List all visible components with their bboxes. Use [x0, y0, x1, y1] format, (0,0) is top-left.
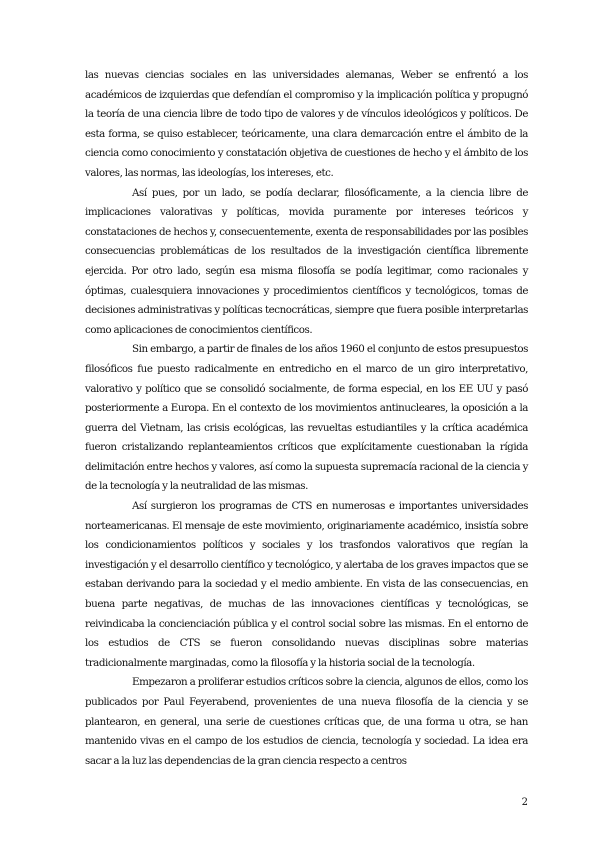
paragraph-giro-1960: Sin embargo, a partir de finales de los años 1960 el conjunto de estos presupuestos filosóficos fue puesto radicalmente en entredicho en el marco de un giro interpretativo, valorativo y político que se consolidó socialmente, de forma especial, en los EE UU y pasó posteriormente a Europa. En el contexto de los movimientos antinucleares, la oposición a la guerra del Vietnam, las crisis ecológicas, las revueltas estudiantiles y la crítica académica fueron cristalizando replanteamientos críticos que explícitamente cuestionaban la rígida delimitación entre hechos y valores, así como la supuesta supremacía racional de la ciencia y de la tecnología y la neutralidad de las mismas.	[85, 343, 528, 493]
paragraph-estudios-criticos: Empezaron a proliferar estudios críticos sobre la ciencia, algunos de ellos, como los publicados por Paul Feyerabend, provenientes de una nueva filosofía de la ciencia y se plantearon, en general, una serie de cuestiones críticas que, de una forma u otra, se han mantenido vivas en el campo de los estudios de ciencia, tecnología y sociedad. La idea era sacar a la luz las dependencias de la gran ciencia respecto a centros	[85, 676, 528, 767]
page-number: 2	[521, 797, 528, 808]
paragraph-programas-cts: Así surgieron los programas de CTS en numerosas e importantes universidades norteamericanas. El mensaje de este movimiento, originariamente académico, insistía sobre los condicionamientos políticos y sociales y los trasfondos valorativos que regían la investigación y el desarrollo científico y tecnológico, y alertaba de los graves impactos que se estaban derivando para la sociedad y el medio ambiente. En vista de las consecuencias, en buena parte negativas, de muchas de las innovaciones científicas y tecnológicas, se reivindicaba la concienciación pública y el control social sobre las mismas. En el entorno de los estudios de CTS se fueron consolidando nuevas disciplinas sobre materias tradicionalmente marginadas, como la filosofía y la historia social de la tecnología.	[85, 500, 528, 669]
paragraph-continuation: las nuevas ciencias sociales en las universidades alemanas, Weber se enfrentó a los académicos de izquierdas que defendían el compromiso y la implicación política y propugnó la teoría de una ciencia libre de todo tipo de valores y de vínculos ideológicos y políticos. De esta forma, se quiso establecer, teóricamente, una clara demarcación entre el ámbito de la ciencia como conocimiento y constatación objetiva de cuestiones de hecho y el ámbito de los valores, las normas, las ideologías, los intereses, etc.	[85, 69, 528, 179]
paragraph-ciencia-libre: Así pues, por un lado, se podía declarar, filosóficamente, a la ciencia libre de implicaciones valorativas y políticas, movida puramente por intereses teóricos y constataciones de hechos y, consecuentemente, exenta de responsabilidades por las posibles consecuencias problemáticas de los resultados de la investigación científica libremente ejercida. Por otro lado, según esa misma filosofía se podía legitimar, como racionales y óptimas, cualesquiera innovaciones y procedimientos científicos y tecnológicos, tomas de decisiones administrativas y políticas tecnocráticas, siempre que fuera posible interpretarlas como aplicaciones de conocimientos científicos.	[85, 186, 528, 336]
body-text	[85, 66, 528, 771]
